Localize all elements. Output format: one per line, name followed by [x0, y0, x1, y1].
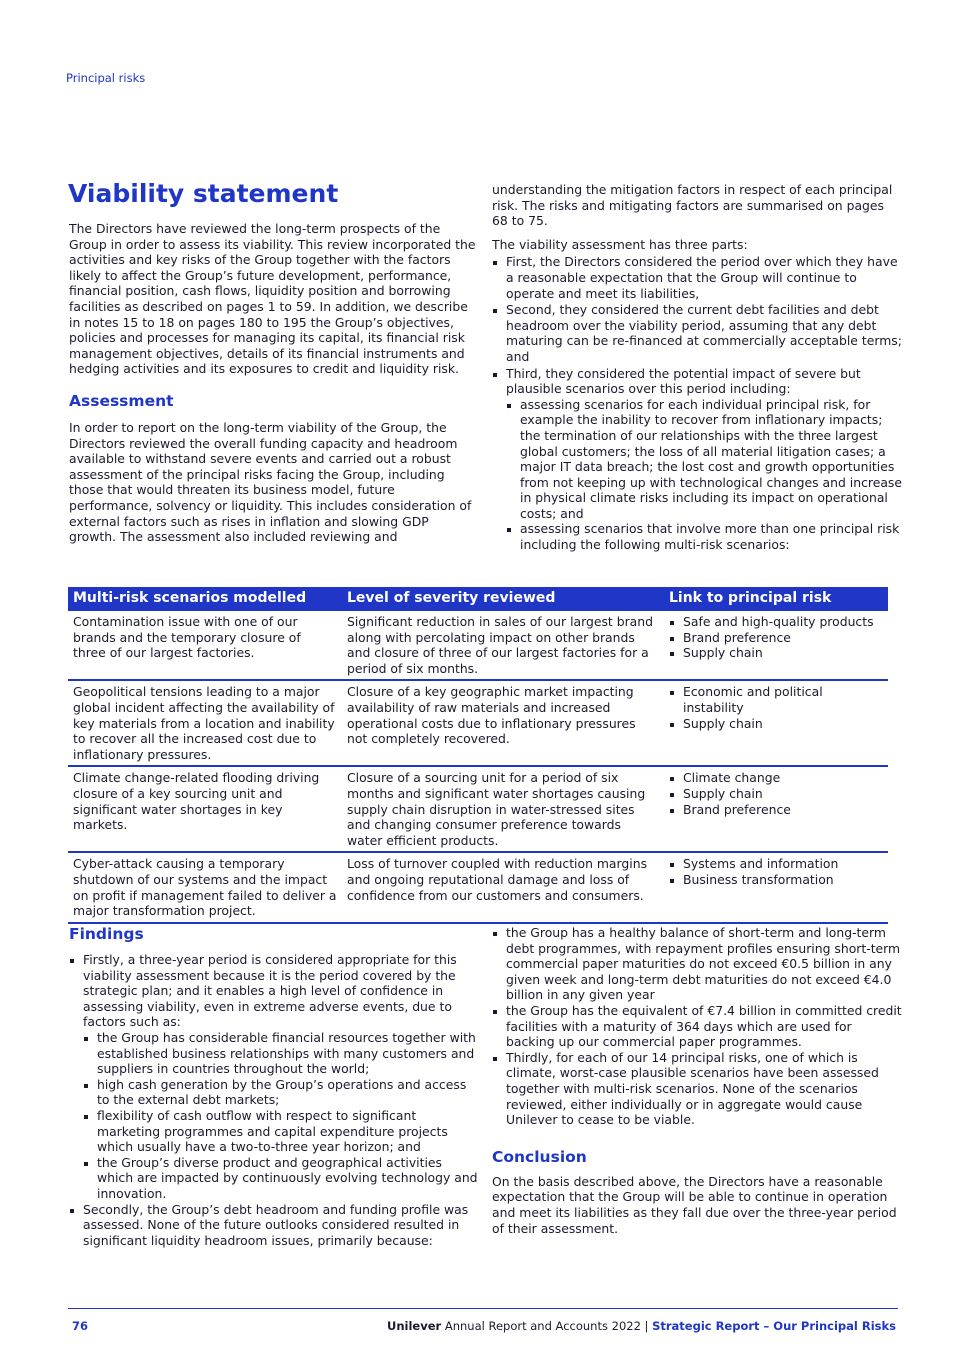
findings-right	[492, 925, 902, 1242]
risk-cell	[664, 766, 888, 852]
risk-item: Supply chain	[669, 645, 883, 661]
header-scenarios: Multi-risk scenarios modelled	[68, 587, 342, 611]
table-row	[68, 766, 888, 852]
findings-heading: Findings	[69, 925, 144, 943]
list-item-text: Third, they considered the potential impact of severe but plausible scenarios over this period including:	[506, 365, 861, 397]
list-item: Second, they considered the current debt facilities and debt headroom over the viability period, assuming that any debt maturing can be re-financed at commercially acceptable terms; and	[492, 302, 902, 364]
intro-paragraph: The Directors have reviewed the long-term prospects of the Group in order to assess its viability. This review incorporated the activities and key risks of the Group together with the factors likely to affect the Group’s future development, performance, financial position, cash flows, liquidity position and borrowing facilities as described on pages 1 to 59. In addition, we describe in notes 15 to 18 on pages 180 to 195 the Group’s objectives, policies and processes for managing its capital, its financial risk management objectives, details of its financial instruments and hedging activities and its exposures to credit and liquidity risk.	[69, 221, 476, 377]
risk-item: Supply chain	[669, 716, 883, 732]
parts-intro: The viability assessment has three parts:	[492, 236, 748, 252]
risk-item: Safe and high-quality products	[669, 614, 883, 630]
nested-list	[83, 1030, 479, 1202]
table-header-row	[68, 587, 888, 611]
page-title: Viability statement	[68, 179, 339, 208]
risk-item: Business transformation	[669, 872, 883, 888]
list-item	[69, 952, 479, 1202]
risk-table-wrapper	[68, 587, 888, 924]
list-item: assessing scenarios that involve more than one principal risk including the following multi-risk scenarios:	[506, 521, 902, 552]
nested-list	[506, 397, 902, 553]
risk-item: Supply chain	[669, 786, 883, 802]
list-item-text: Firstly, a three-year period is considered appropriate for this viability assessment because it is the period covered by the strategic plan; and it enables a high level of confidence in assessing viability, even in extreme adverse events, due to factors such as:	[83, 952, 457, 1030]
list-item: First, the Directors considered the period over which they have a reasonable expectation that the Group will continue to operate and meet its liabilities,	[492, 254, 902, 301]
footer-text	[387, 1319, 896, 1335]
list-item: the Group has considerable financial resources together with established business relationships with many customers and suppliers in countries throughout the world;	[83, 1030, 479, 1077]
findings-list-continued	[492, 925, 902, 1128]
list-item: the Group’s diverse product and geographical activities which are impacted by continuously evolving technology and innovation.	[83, 1155, 479, 1202]
risk-item: Economic and political instability	[669, 684, 883, 715]
risk-item: Brand preference	[669, 630, 883, 646]
assessment-paragraph: In order to report on the long-term viability of the Group, the Directors reviewed the overall funding capacity and headroom available to withstand severe events and carried out a robust assessment of the principal risks facing the Group, including those that would threaten its business model, future performance, solvency or liquidity. This includes consideration of external factors such as rises in inflation and slowing GDP growth. The assessment also included reviewing and	[69, 419, 472, 545]
risk-cell	[664, 852, 888, 922]
nested-list-wrapper	[492, 925, 902, 1050]
list-item: assessing scenarios for each individual principal risk, for example the inability to recover from inflationary impacts; the termination of our relationships with the three largest global customers; the loss of all material litigation cases; a major IT data breach; the lost cost and growth opportunities from not keeping up with technological changes and increase in physical climate risks including its impact on operational costs; and	[506, 397, 902, 522]
list-item: Secondly, the Group’s debt headroom and funding profile was assessed. None of the future outlooks considered resulted in significant liquidity headroom issues, primarily because:	[69, 1202, 479, 1249]
nested-list	[492, 925, 902, 1050]
severity-cell: Closure of a sourcing unit for a period of six months and significant water shortages causing supply chain disruption in water-stressed sites and changing consumer preference towards water efficient products.	[342, 766, 664, 852]
list-item: flexibility of cash outflow with respect to significant marketing programmes and capital expenditure projects which usually have a two-to-three year horizon; and	[83, 1108, 479, 1155]
list-item: the Group has the equivalent of €7.4 billion in committed credit facilities with a maturity of 364 days which are used for backing up our commercial paper programmes.	[492, 1003, 902, 1050]
conclusion-heading: Conclusion	[492, 1147, 587, 1166]
list-item: Thirdly, for each of our 14 principal risks, one of which is climate, worst-case plausible scenarios have been assessed together with multi-risk scenarios. None of the scenarios reviewed, either individually or in aggregate would cause Unilever to cease to be viable.	[492, 1050, 902, 1128]
findings-list	[69, 952, 479, 1248]
risk-item: Brand preference	[669, 802, 883, 818]
risk-item: Climate change	[669, 770, 883, 786]
header-severity: Level of severity reviewed	[342, 587, 664, 611]
scenario-cell: Geopolitical tensions leading to a major global incident affecting the availability of key materials from a location and inability to recover all the increased cost due to inflationary pressures.	[68, 680, 342, 766]
assessment-heading: Assessment	[69, 391, 174, 410]
continuation-paragraph: understanding the mitigation factors in respect of each principal risk. The risks and mitigating factors are summarised on pages 68 to 75.	[492, 182, 893, 229]
list-item	[492, 366, 902, 553]
scenario-cell: Contamination issue with one of our brands and the temporary closure of three of our largest factories.	[68, 611, 342, 680]
findings-left	[69, 924, 479, 1248]
scenario-cell: Cyber-attack causing a temporary shutdown of our systems and the impact on profit if management failed to deliver a major transformation project.	[68, 852, 342, 922]
risk-cell	[664, 611, 888, 680]
risk-table	[68, 587, 888, 924]
header-risk-link: Link to principal risk	[664, 587, 888, 611]
table-row	[68, 611, 888, 680]
conclusion-paragraph: On the basis described above, the Directors have a reasonable expectation that the Group will be able to continue in operation and meet its liabilities as they fall due over the three-year period of their assessment.	[492, 1173, 897, 1236]
list-item: high cash generation by the Group’s operations and access to the external debt markets;	[83, 1077, 479, 1108]
footer-divider	[68, 1308, 898, 1309]
risk-item: Systems and information	[669, 856, 883, 872]
footer-report: Annual Report and Accounts 2022 |	[441, 1319, 653, 1333]
footer-section-link[interactable]: Strategic Report – Our Principal Risks	[652, 1319, 896, 1333]
parts-list	[492, 254, 902, 552]
table-row	[68, 852, 888, 922]
left-column	[69, 221, 479, 551]
page-number: 76	[72, 1319, 89, 1333]
right-column	[492, 182, 902, 553]
table-row	[68, 680, 888, 766]
severity-cell: Closure of a key geographic market impacting availability of raw materials and increased operational costs due to inflationary pressures not completely recovered.	[342, 680, 664, 766]
severity-cell: Loss of turnover coupled with reduction margins and ongoing reputational damage and loss of confidence from our customers and consumers.	[342, 852, 664, 922]
risk-cell	[664, 680, 888, 766]
list-item: the Group has a healthy balance of short-term and long-term debt programmes, with repayment profiles ensuring short-term commercial paper maturities do not exceed €0.5 billion in any given week and long-term debt maturities do not exceed €4.0 billion in any given year	[492, 925, 902, 1003]
section-breadcrumb[interactable]: Principal risks	[66, 71, 146, 85]
scenario-cell: Climate change-related flooding driving closure of a key sourcing unit and significant water shortages in key markets.	[68, 766, 342, 852]
severity-cell: Significant reduction in sales of our largest brand along with percolating impact on other brands and closure of three of our largest factories for a period of six months.	[342, 611, 664, 680]
footer-company: Unilever	[387, 1319, 442, 1333]
